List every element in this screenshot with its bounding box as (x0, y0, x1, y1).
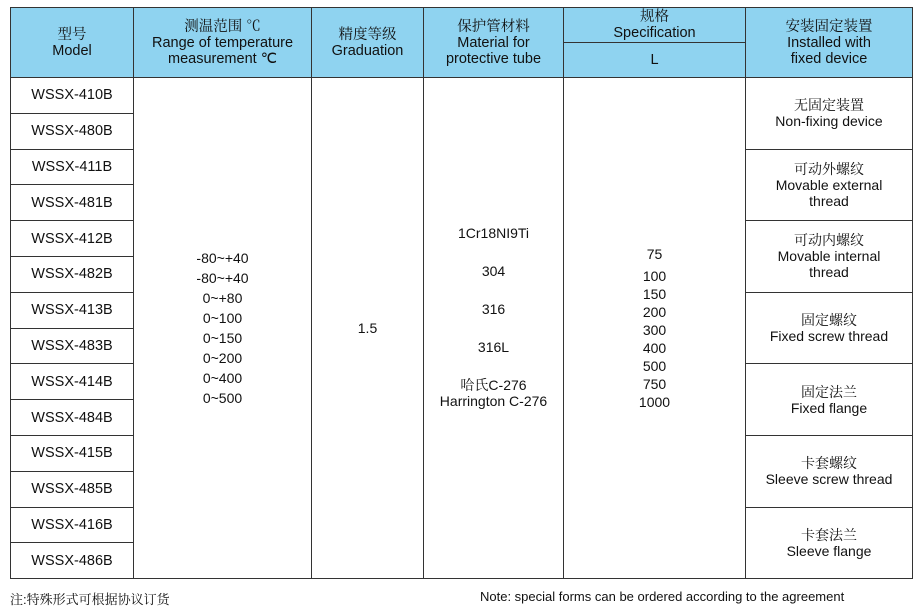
header-cn: 型号 (57, 26, 87, 43)
install-cell (746, 435, 913, 507)
material-value: 哈氏C-276 (460, 377, 527, 394)
range-value: 0~+80 (202, 290, 243, 307)
table-row (11, 78, 913, 114)
install-en: Non-fixing device (775, 113, 883, 130)
install-cell (746, 78, 913, 150)
model-cell: WSSX-415B (11, 435, 134, 471)
install-cell (746, 149, 913, 221)
install-cell (746, 364, 913, 436)
install-en: Sleeve flange (786, 542, 872, 559)
length-cell (564, 78, 746, 579)
header-en: Model (52, 42, 92, 59)
range-value: 0~400 (202, 370, 243, 387)
range-value: 0~150 (202, 330, 243, 347)
install-cn: 可动内螺纹 (794, 232, 864, 249)
header-cn: 规格 (640, 9, 669, 25)
header-cn: 精度等级 (338, 26, 397, 43)
header-model (11, 8, 134, 78)
model-cell: WSSX-482B (11, 256, 134, 292)
install-en: thread (809, 192, 849, 209)
model-cell: WSSX-483B (11, 328, 134, 364)
header-install (746, 8, 913, 78)
range-value: -80~+40 (196, 270, 249, 287)
material-cell (424, 78, 564, 579)
range-cell (134, 78, 312, 579)
material-value: 316L (477, 339, 510, 356)
header-graduation (312, 8, 424, 78)
length-value: 400 (642, 340, 667, 357)
install-cell (746, 507, 913, 579)
header-en: fixed device (790, 50, 868, 67)
header-spec (564, 8, 746, 43)
range-value: 0~200 (202, 350, 243, 367)
header-spec-l: L (564, 43, 746, 78)
length-value: 500 (642, 358, 667, 375)
length-value: 300 (642, 322, 667, 339)
length-value: 1000 (638, 394, 671, 411)
material-value: 304 (481, 263, 506, 280)
range-value: 0~100 (202, 310, 243, 327)
model-cell: WSSX-414B (11, 364, 134, 400)
material-value: Harrington C-276 (439, 393, 548, 410)
range-value: 0~500 (202, 390, 243, 407)
model-cell: WSSX-412B (11, 221, 134, 257)
length-value: 100 (642, 268, 667, 285)
install-en: thread (809, 264, 849, 281)
header-en: Graduation (331, 42, 404, 59)
model-cell: WSSX-410B (11, 78, 134, 114)
note-cn: 注:特殊形式可根据协议订货 (10, 592, 170, 607)
header-en: protective tube (445, 50, 542, 67)
install-en: Movable external (775, 176, 883, 193)
header-range (134, 8, 312, 78)
install-en: Sleeve screw thread (765, 471, 893, 488)
header-cn: 安装固定装置 (785, 18, 873, 35)
header-en: Specification (613, 25, 696, 41)
model-cell: WSSX-484B (11, 400, 134, 436)
header-material (424, 8, 564, 78)
model-cell: WSSX-481B (11, 185, 134, 221)
install-cn: 固定法兰 (801, 383, 857, 400)
install-en: Fixed screw thread (769, 328, 889, 345)
range-value: -80~+40 (196, 250, 249, 267)
install-cn: 可动外螺纹 (794, 160, 864, 177)
material-value: 1Cr18NI9Ti (457, 225, 530, 242)
install-cn: 卡套法兰 (801, 526, 857, 543)
model-cell: WSSX-411B (11, 149, 134, 185)
header-cn: 保护管材料 (457, 18, 530, 35)
length-value: 75 (646, 246, 663, 263)
model-cell: WSSX-486B (11, 543, 134, 579)
header-en: Installed with (787, 34, 871, 51)
model-cell: WSSX-413B (11, 292, 134, 328)
note-en: Note: special forms can be ordered according to the agreement (480, 589, 845, 604)
install-en: Movable internal (777, 248, 881, 265)
install-cn: 无固定装置 (794, 97, 864, 114)
header-en: Range of temperature (151, 34, 294, 51)
material-value: 316 (481, 301, 506, 318)
length-value: 750 (642, 376, 667, 393)
header-cn: 测温范围 ℃ (184, 18, 261, 35)
header-en: measurement ℃ (168, 50, 277, 67)
install-cn: 卡套螺纹 (801, 455, 857, 472)
model-cell: WSSX-485B (11, 471, 134, 507)
length-value: 200 (642, 304, 667, 321)
install-en: Fixed flange (790, 399, 868, 416)
install-cell (746, 221, 913, 293)
install-cn: 固定螺纹 (801, 312, 857, 329)
length-value: 150 (642, 286, 667, 303)
model-cell: WSSX-416B (11, 507, 134, 543)
install-cell (746, 292, 913, 364)
model-cell: WSSX-480B (11, 113, 134, 149)
graduation-cell: 1.5 (312, 78, 424, 579)
spec-table (10, 7, 913, 579)
header-en: Material for (457, 34, 530, 51)
